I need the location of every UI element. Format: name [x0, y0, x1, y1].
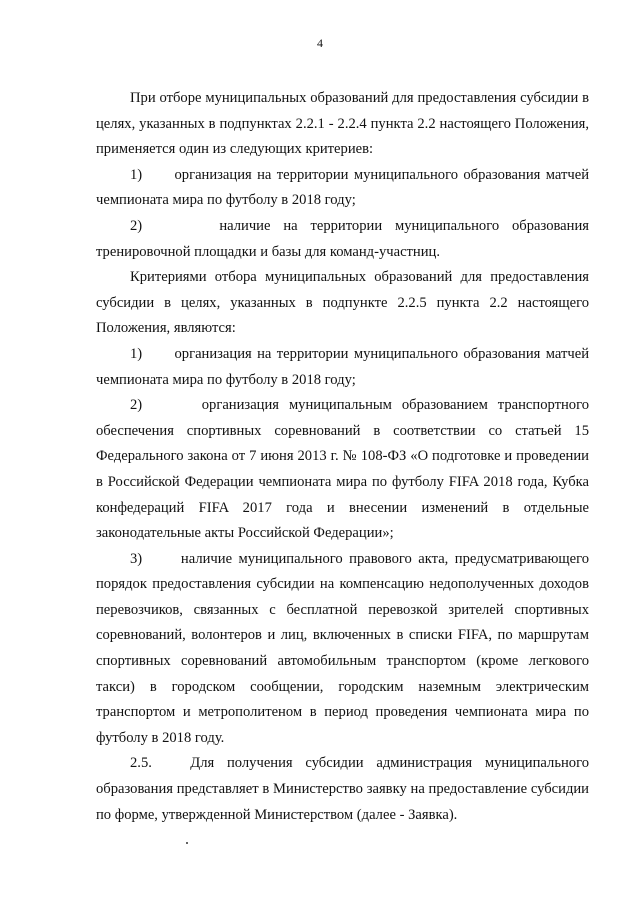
paragraph-criterion-2-training-base: 2) наличие на территории муниципального образования тренировочной площадки и базы для команд-участниц. — [96, 217, 589, 260]
paragraph-criterion-1-matches: 1) организация на территории муниципального образования матчей чемпионата мира по футболу в 2018 году; — [96, 166, 589, 209]
paragraph-2-5-application: 2.5. Для получения субсидии администрация муниципального образования представляет в Министерство заявку на предоставление субсидии по форме, утвержденной Министерством (далее - Заявка). — [96, 755, 589, 823]
scan-dot — [186, 842, 188, 844]
document-body — [96, 86, 589, 828]
paragraph-criterion-2-transport: 2) организация муниципальным образованием транспортного обеспечения спортивных соревнований в соответствии со статьей 15 Федерального закона от 7 июня 2013 г. № 108-ФЗ «О подготовке и проведении в Российской Федерации чемпионата мира по футболу FIFA 2018 года, Кубка конфедераций FIFA 2017 года и внесении изменений в отдельные законодательные акты Российской Федерации»; — [96, 397, 589, 542]
paragraph-selection-criteria-2-2-5-intro: Критериями отбора муниципальных образований для предоставления субсидии в целях, указанных в подпункте 2.2.5 пункта 2.2 настоящего Положения, являются: — [96, 269, 589, 337]
paragraph-selection-criteria-intro: При отборе муниципальных образований для предоставления субсидии в целях, указанных в подпунктах 2.2.1 - 2.2.4 пункта 2.2 настоящего Положения, применяется один из следующих критериев: — [96, 90, 589, 158]
paragraph-criterion-1-matches-repeat: 1) организация на территории муниципального образования матчей чемпионата мира по футболу в 2018 году; — [96, 345, 589, 388]
paragraph-criterion-3-legal-act: 3) наличие муниципального правового акта, предусматривающего порядок предоставления субсидии на компенсацию недополученных доходов перевозчиков, связанных с бесплатной перевозкой зрителей спортивных соревнований, волонтеров и лиц, включенных в списки FIFA, по маршрутам спортивных соревнований автомобильным транспортом (кроме легкового такси) в городском сообщении, городским наземным электрическим транспортом и метрополитеном в период проведения чемпионата мира по футболу в 2018 году. — [96, 550, 589, 746]
page-number: 4 — [317, 36, 323, 50]
